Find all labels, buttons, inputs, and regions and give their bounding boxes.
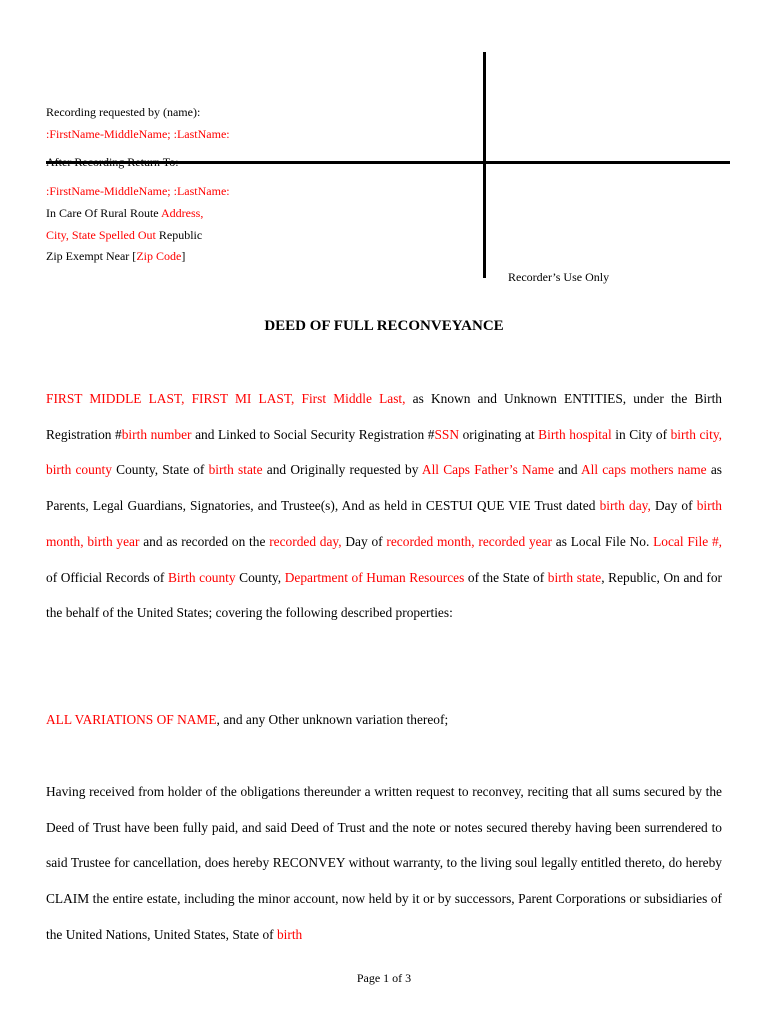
zip-prefix: Zip Exempt Near [ — [46, 249, 137, 263]
para3-text: Having received from holder of the obligations thereunder a written request to reconvey, reciting that all sums secured by the Deed of Trust have been fully paid, and said Deed of Trust and the note or notes secured thereby having been surrendered to said Trustee for cancellation, does hereby RECONVEY without warranty, to the living soul legally entitled thereto, do hereby CLAIM the entire estate, including the minor account, now held by it or by successors, Parent Corporations or subsidiaries of the United Nations, United States, State of — [46, 784, 722, 942]
para1-text: and Originally requested by — [262, 462, 422, 478]
department-placeholder: Department of Human Resources — [284, 569, 465, 585]
republic-label: Republic — [155, 228, 203, 242]
zip-suffix: ] — [181, 249, 186, 263]
para1-text: Day of — [341, 533, 387, 549]
birth-month-year-placeholder: birth month, birth year — [46, 498, 722, 549]
birth-state-placeholder: birth state — [208, 462, 263, 478]
local-file-placeholder: Local File #, — [653, 533, 722, 549]
birth-county-placeholder: Birth county — [168, 569, 236, 585]
para1-text: as Parents, Legal Guardians, Signatories, and Trustee(s), And as held in CESTUI QUE VIE Trust dated — [46, 462, 722, 514]
property-description-paragraph — [46, 381, 722, 631]
birth-placeholder: birth — [276, 926, 303, 942]
ssn-placeholder: SSN — [434, 426, 460, 442]
page-number: Page 1 of 3 — [356, 971, 412, 985]
para1-text: and as recorded on the — [139, 533, 270, 549]
name-variations-placeholder: ALL VARIATIONS OF NAME — [46, 712, 217, 727]
name-variations-paragraph — [46, 702, 722, 738]
birth-hospital-placeholder: Birth hospital — [538, 426, 612, 442]
para1-text: County, State of — [111, 462, 209, 478]
para1-text: , Republic, On and for the behalf of the United States; covering the following described properties: — [46, 569, 722, 621]
care-of-address: Address, — [160, 206, 204, 220]
para1-text: of Official Records of — [46, 569, 168, 585]
care-of-prefix: In Care Of Rural Route — [46, 206, 161, 220]
recorded-day-placeholder: recorded day, — [269, 533, 342, 549]
para1-text: of the State of — [464, 569, 548, 585]
father-name-placeholder: All Caps Father’s Name — [421, 462, 554, 478]
names-placeholder: FIRST MIDDLE LAST, FIRST MI LAST, First Middle Last, — [46, 391, 406, 406]
para1-text: County, — [235, 569, 285, 585]
birth-day-placeholder: birth day, — [599, 498, 651, 514]
return-name-placeholder: :FirstName-MiddleName; :LastName: — [46, 184, 230, 198]
para1-text: and Linked to Social Security Registration # — [191, 426, 435, 442]
recording-requested-label: Recording requested by (name): — [46, 105, 201, 119]
mother-name-placeholder: All caps mothers name — [581, 462, 707, 478]
recorder-divider-vertical — [483, 52, 486, 278]
para1-text: originating at — [459, 426, 539, 442]
para1-text: and — [554, 462, 581, 478]
zip-line — [46, 249, 185, 263]
para1-text: as Local File No. — [552, 533, 654, 549]
requester-name-placeholder: :FirstName-MiddleName; :LastName: — [46, 127, 230, 141]
zip-code-placeholder: Zip Code — [136, 249, 182, 263]
city-state-line — [46, 228, 202, 242]
reconveyance-paragraph — [46, 774, 722, 953]
care-of-line — [46, 206, 203, 220]
recorder-divider-horizontal — [46, 161, 730, 164]
para1-text: in City of — [611, 426, 671, 442]
recorders-use-only-label: Recorder’s Use Only — [508, 270, 610, 284]
para1-text: as Known and Unknown ENTITIES, under the Birth Registration # — [46, 391, 722, 442]
birth-number-placeholder: birth number — [121, 426, 192, 442]
birth-city-county-placeholder: birth city, birth county — [46, 426, 723, 478]
document-title: DEED OF FULL RECONVEYANCE — [264, 318, 504, 334]
recorded-month-year-placeholder: recorded month, recorded year — [386, 533, 553, 549]
birth-state-placeholder: birth state — [547, 569, 602, 585]
para1-text: Day of — [650, 498, 697, 514]
para2-text: , and any Other unknown variation thereof; — [216, 712, 449, 727]
city-state-placeholder: City, State Spelled Out — [46, 228, 156, 242]
